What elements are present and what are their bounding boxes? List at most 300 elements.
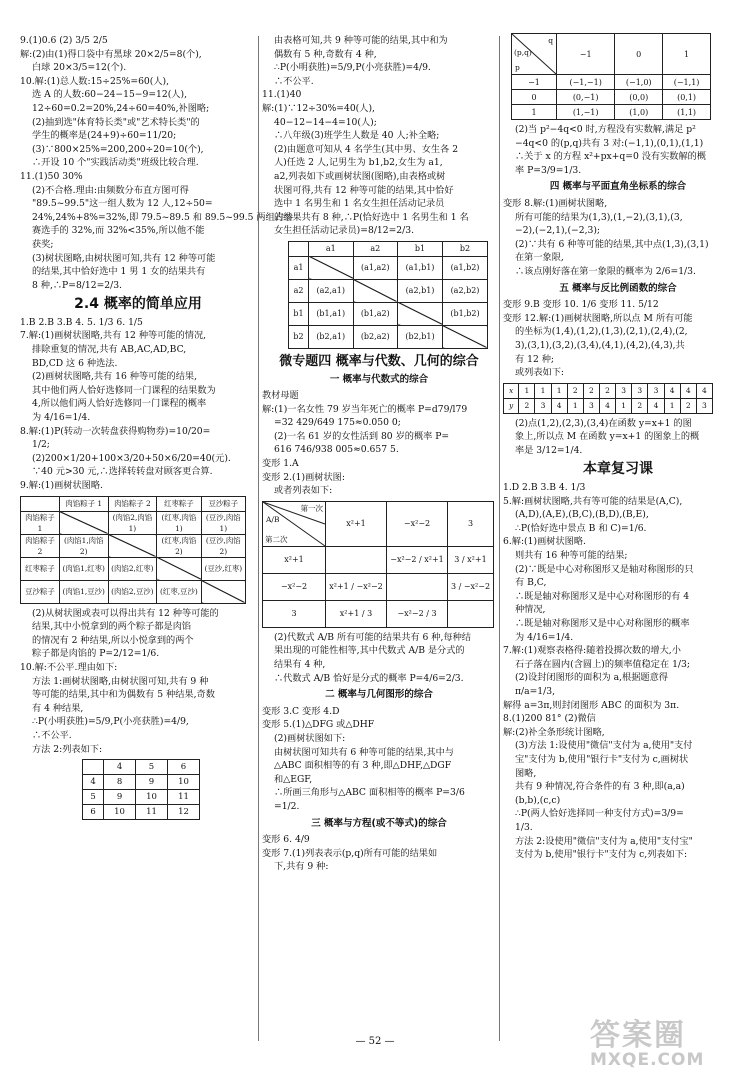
text-line: 10.解:不公平.理由如下: <box>20 661 118 673</box>
section-title-2-4: 2.4 概率的简单应用 <box>74 296 202 313</box>
pq-cell: (0,0) <box>615 90 663 105</box>
table-cell <box>309 256 354 279</box>
text-line: 方法 2:列表如下: <box>32 743 103 755</box>
xy-cell: 4 <box>680 383 696 398</box>
text-line: BD,CD 这 6 种选法. <box>32 357 118 369</box>
pq-table-corner-label: (p,q) <box>514 48 532 57</box>
text-line: 或列表如下: <box>515 367 565 379</box>
pq-table-row <box>512 90 711 105</box>
subsection-2: 二 概率与几何图形的综合 <box>325 689 433 701</box>
text-line: 为 4/16=1/4. <box>515 631 574 643</box>
table-cell: (豆沙,红枣) <box>201 557 245 580</box>
watermark-url: MXQE.COM <box>590 1050 705 1070</box>
text-line: 女生担任活动记录员)=8/12=2/3. <box>274 225 415 237</box>
table-row-header: 豆沙粽子 <box>21 580 60 603</box>
text-line: 或者列表如下: <box>274 485 333 497</box>
col1-block-b <box>20 316 256 493</box>
section-title-micro-4: 微专题四 概率与代数、几何的综合 <box>279 353 479 369</box>
table-row-header: a2 <box>289 279 309 302</box>
xy-cell: 1 <box>664 398 680 413</box>
text-line: (2)当 p²−4q<0 时,方程没有实数解,满足 p² <box>515 124 696 135</box>
section-title-review: 本章复习课 <box>583 461 653 478</box>
fraction-table-cell: −x²−2 / x²+1 <box>387 546 448 573</box>
column-2 <box>262 34 496 874</box>
text-line: 的结果,其中恰好选中 1 男 1 女的结果共有 <box>32 266 206 278</box>
table-row-header: a1 <box>289 256 309 279</box>
text-line: 支付为 b,使用"银行卡"支付为 c,列表如下: <box>515 849 688 861</box>
text-line: 方法 1:画树状图略,由树状图可知,共有 9 种 <box>32 675 209 687</box>
table-cell: (b1,a2) <box>353 302 398 325</box>
col1-block-c <box>20 607 256 757</box>
pq-table-diagonal <box>512 34 557 75</box>
text-line: 变形 2.(1)画树状图: <box>262 471 345 483</box>
col2-block-d <box>262 705 496 814</box>
table-cell <box>108 534 157 557</box>
text-line: 人)任选 2 人,记男生为 b1,b2,女生为 a1, <box>274 157 443 169</box>
column-divider-right <box>499 36 500 1041</box>
table-cell: (肉馅2,红枣) <box>108 557 157 580</box>
text-line: 有 12 种; <box>515 353 555 365</box>
text-line: ∴既是轴对称图形又是中心对称图形的有 4 <box>515 590 690 602</box>
table-row <box>21 511 246 534</box>
text-line: 9.解:(1)画树状图略. <box>20 480 103 491</box>
text-line: (2)代数式 A/B 所有可能的结果共有 6 种,每种结 <box>274 631 471 643</box>
text-line: 偶数有 5 种,奇数有 4 种, <box>274 48 377 60</box>
text-line: 11.(1)40 <box>262 89 302 101</box>
text-line: ∴八年级(3)班学生人数是 40 人;补全略; <box>274 130 440 142</box>
xy-cell: 1 <box>616 398 632 413</box>
table-cell <box>353 279 398 302</box>
xy-cell: 3 <box>648 383 664 398</box>
text-line: 为 4/16=1/4. <box>32 412 91 424</box>
table-cell: 10 <box>167 775 199 790</box>
text-line: 变形 5.(1)△DFG 或△DHF <box>262 719 375 731</box>
table-cell: 4 <box>83 775 104 790</box>
text-line: ∴关于 x 的方程 x²+px+q=0 没有实数解的概 <box>515 151 707 163</box>
text-line: (2)点(1,2),(2,3),(3,4)在函数 y=x+1 的图 <box>515 417 692 429</box>
pq-table-p-label: p <box>515 63 520 72</box>
text-line: (2)不合格.理由:由频数分布直方图可得 <box>32 184 189 196</box>
table-cell <box>398 302 443 325</box>
xy-table <box>503 383 713 414</box>
fraction-table <box>262 501 494 628</box>
text-line: 石子落在圆内(含圆上)的频率值稳定在 1/3; <box>515 658 690 670</box>
text-line: 的结果共有 8 种,∴P(恰好选中 1 名男生和 1 名 <box>274 211 469 223</box>
text-line: (2)抽到选"体育特长类"或"艺术特长类"的 <box>32 116 200 128</box>
xy-cell: 3 <box>616 383 632 398</box>
table-cell: (b2,b1) <box>398 325 443 348</box>
table-header-cell: 肉馅粽子 2 <box>108 496 157 511</box>
table-header-cell <box>21 496 60 511</box>
text-line: 10.解:(1)总人数:15÷25%=60(人), <box>20 75 170 87</box>
table-cell: (b1,b2) <box>442 302 487 325</box>
col3-block-b <box>503 197 733 279</box>
text-line: 种情况, <box>515 604 546 616</box>
text-line: (2)∵共有 6 种等可能的结果,其中点(1,3),(3,1) <box>515 238 709 250</box>
pq-cell: (1,0) <box>615 105 663 120</box>
table-header-cell: a1 <box>309 241 354 256</box>
table-row <box>83 805 200 820</box>
table-row-header: b2 <box>289 325 309 348</box>
table-cell: 10 <box>104 805 136 820</box>
text-line: 变形 9.B 变形 10. 1/6 变形 11. 5/12 <box>503 299 659 311</box>
text-line: ∴P(恰好选中景点 B 和 C)=1/6. <box>515 522 647 534</box>
text-line: 在第一象限, <box>515 252 564 264</box>
text-line: 果出现的可能性相等,其中代数式 A/B 是分式的 <box>274 645 465 657</box>
text-line: 赛选手的 32%,而 32%<35%,所以他不能 <box>32 225 205 237</box>
text-line: ∴代数式 A/B 恰好是分式的概率 P=4/6=2/3. <box>274 672 464 684</box>
table-cell: (b2,a2) <box>353 325 398 348</box>
text-line: ∴P(两人恰好选择同一种支付方式)=3/9= <box>515 808 684 820</box>
table-row-header: 肉馅粽子 2 <box>21 534 60 557</box>
text-line: 宝"支付为 b,使用"银行卡"支付为 c,画树状 <box>515 753 689 765</box>
text-line: 变形 12.解:(1)画树状图略,所以点 M 所有可能 <box>503 312 693 324</box>
table-cell: 5 <box>136 760 168 775</box>
text-line: ∴该点刚好落在第一象限的概率为 2/6=1/3. <box>515 265 696 277</box>
table-row-header: b1 <box>289 302 309 325</box>
xy-cell: 1 <box>535 383 551 398</box>
table-cell <box>59 511 108 534</box>
col2-block-e <box>262 833 496 874</box>
table-cell <box>442 325 487 348</box>
text-line: 排除重复的情况,共有 AB,AC,AD,BC, <box>32 344 187 356</box>
text-line: 变形 1.A <box>262 458 299 470</box>
text-line: (2)200×1/20+100×3/20+50×6/20=40(元). <box>32 452 231 464</box>
table-cell: (a1,b1) <box>398 256 443 279</box>
pq-table-head: −1 <box>557 34 615 75</box>
table-cell: (肉馅1,肉馅2) <box>59 534 108 557</box>
text-line: 选中 1 名男生和 1 名女生担任活动记录员 <box>274 198 445 210</box>
text-line: 616 746/938 005≈0.657 5. <box>274 444 399 456</box>
text-line: (A,D),(A,E),(B,C),(B,D),(B,E), <box>515 509 649 521</box>
text-line: 1/3. <box>515 821 533 833</box>
text-line: 3),(3,1),(3,2),(3,4),(4,1),(4,2),(4,3),共 <box>515 339 685 351</box>
pq-table-head: 0 <box>615 34 663 75</box>
fraction-table-cell <box>448 600 494 627</box>
table-cell: 10 <box>136 790 168 805</box>
table-cell: (b2,a1) <box>309 325 354 348</box>
text-line: −4q<0 的(p,q)共有 3 对:(−1,1),(0,1),(1,1) <box>515 137 704 149</box>
fraction-table-top-label: 第一次 <box>300 503 323 513</box>
text-line: 结果,其中小悦拿到的两个粽子都是肉馅 <box>32 621 192 633</box>
table-row <box>83 790 200 805</box>
text-line: 由树状图可知共有 6 种等可能的结果,其中与 <box>274 746 454 758</box>
xy-cell: 3 <box>583 398 599 413</box>
fraction-table-head: −x²−2 <box>387 501 448 546</box>
subsection-4: 四 概率与平面直角坐标系的综合 <box>549 181 687 193</box>
text-line: ∴所画三角形与△ABC 面积相等的概率 P=3/6 <box>274 787 465 799</box>
xy-cell: 3 <box>696 398 712 413</box>
text-line: ∴不公平. <box>274 75 314 87</box>
text-line: 有 4 种结果, <box>32 702 84 714</box>
table-row <box>83 775 200 790</box>
text-line: (2)从树状图或表可以得出共有 12 种等可能的 <box>32 607 219 619</box>
xy-row-label: y <box>504 398 519 413</box>
pq-cell: (−1,1) <box>663 75 711 90</box>
text-line: 的情况有 2 种结果,所以小悦拿到的两个 <box>32 634 194 646</box>
pq-cell: −1 <box>512 75 557 90</box>
text-line: 状图可得,共有 12 种等可能的结果,其中恰好 <box>274 184 454 196</box>
col2-block-a <box>262 34 496 238</box>
table-row <box>289 279 488 302</box>
text-line: (3)树状图略,由树状图可知,共有 12 种等可能 <box>32 252 216 264</box>
watermark <box>590 1010 704 1070</box>
text-line: 所有可能的结果为(1,3),(1,−2),(3,1),(3, <box>515 211 683 223</box>
table-cell: (肉馅1,豆沙) <box>59 580 108 603</box>
text-line: =32 429/649 175≈0.050 0; <box>274 417 401 429</box>
text-line: 变形 6. 4/9 <box>262 834 310 846</box>
fraction-table-cell: x²+1 / 3 <box>326 600 387 627</box>
table-header-cell: b1 <box>398 241 443 256</box>
table-cell: 9 <box>136 775 168 790</box>
text-line: 图略, <box>515 767 537 779</box>
text-line: ∴P(小明获胜)=5/9,P(小亮获胜)=4/9. <box>274 62 431 74</box>
text-line: π/a=1/3, <box>515 685 556 697</box>
column-3 <box>503 30 733 862</box>
text-line: "89.5~99.5"这一组人数为 12 人,12÷50= <box>32 198 213 210</box>
text-line: 变形 7.(1)列表表示(p,q)所有可能的结果如 <box>262 847 438 859</box>
table-cell: (豆沙,肉馅2) <box>201 534 245 557</box>
table-row <box>21 557 246 580</box>
fraction-table-head: 3 <box>448 501 494 546</box>
table-cell: (a2,a1) <box>309 279 354 302</box>
table-cell: 9 <box>104 790 136 805</box>
xy-row-y <box>504 398 713 413</box>
table-cell: (红枣,豆沙) <box>157 580 201 603</box>
xy-cell: 2 <box>680 398 696 413</box>
table-cell: (a1,b2) <box>442 256 487 279</box>
pq-cell: (0,1) <box>663 90 711 105</box>
text-line: 粽子都是肉馅的 P=2/12=1/6. <box>32 648 160 660</box>
col3-block-c <box>503 298 733 380</box>
table-header-cell: 红枣粽子 <box>157 496 201 511</box>
pq-table-q-label: q <box>548 36 553 45</box>
xy-cell: 2 <box>632 398 648 413</box>
column-divider-left <box>258 36 259 1041</box>
text-line: △ABC 面积相等的有 3 种,即△DHF,△DGF <box>274 760 452 772</box>
table-cell: (豆沙,肉馅1) <box>201 511 245 534</box>
text-line: 其中他们两人恰好选修同一门课程的结果数为 <box>32 384 216 396</box>
fraction-table-row-head: −x²−2 <box>263 573 326 600</box>
text-line: 7.解:(1)画树状图略,共有 12 种等可能的情况, <box>20 330 207 342</box>
table-cell: 8 <box>104 775 136 790</box>
text-line: 学生的概率是(24+9)÷60=11/20; <box>32 130 177 142</box>
text-line: 1/2; <box>32 439 50 451</box>
table-cell: 5 <box>83 790 104 805</box>
pq-cell: 1 <box>512 105 557 120</box>
fraction-table-cell: 3 / x²+1 <box>448 546 494 573</box>
xy-cell: 4 <box>551 398 567 413</box>
text-line: 7.解:(1)观察表格得:随着投掷次数的增大,小 <box>503 645 681 657</box>
pq-cell: (−1,0) <box>615 75 663 90</box>
pq-cell: (0,−1) <box>557 90 615 105</box>
table-header-cell <box>289 241 309 256</box>
text-line: ∵40 元>30 元,∴选择转转盘对顾客更合算. <box>32 466 213 478</box>
pq-cell: (1,−1) <box>557 105 615 120</box>
text-line: 1.B 2.B 3.B 4. 5. 1/3 6. 1/5 <box>20 316 143 328</box>
student-table <box>288 241 488 349</box>
fraction-table-corner-label: A/B <box>266 514 280 524</box>
xy-row-x <box>504 383 713 398</box>
xy-cell: 1 <box>567 398 583 413</box>
text-line: a2,列表如下或画树状图(图略),由表格或树 <box>274 170 446 182</box>
pq-table-head: 1 <box>663 34 711 75</box>
fraction-table-head: x²+1 <box>326 501 387 546</box>
table-row-header: 红枣粽子 <box>21 557 60 580</box>
text-line: (b,b),(c,c) <box>515 794 561 806</box>
xy-cell: 1 <box>551 383 567 398</box>
fraction-table-diagonal <box>263 501 326 546</box>
text-line: (2)画树状图略,共有 16 种等可能的结果, <box>32 371 198 383</box>
xy-cell: 2 <box>567 383 583 398</box>
text-line: 的坐标为(1,4),(1,2),(1,3),(2,1),(2,4),(2, <box>515 326 688 338</box>
text-line: 象上,所以点 M 在函数 y=x+1 的图象上的概 <box>515 431 700 443</box>
text-line: (2)∵既是中心对称图形又是轴对称图形的只 <box>515 563 694 575</box>
zongzi-table <box>20 496 246 604</box>
table-row <box>289 325 488 348</box>
text-line: 率是 3/12=1/4. <box>515 444 583 456</box>
text-line: 8.解:(1)P(转动一次转盘获得购物券)=10/20= <box>20 425 211 437</box>
table-row <box>83 760 200 775</box>
fraction-table-cell <box>326 546 387 573</box>
text-line: 率 P=3/9=1/3. <box>515 164 582 176</box>
xy-cell: 4 <box>599 398 615 413</box>
page-number: — 52 — <box>355 1036 395 1047</box>
pq-table-row <box>512 105 711 120</box>
text-line: =1/2. <box>274 800 300 812</box>
fraction-table-cell: −x²−2 / 3 <box>387 600 448 627</box>
text-line: (3)∵800×25%=200,200÷20=10(个), <box>32 143 204 155</box>
table-cell: (b1,a1) <box>309 302 354 325</box>
col3-block-e <box>503 481 733 862</box>
xy-row-label: x <box>504 383 519 398</box>
text-line: 5.解:画树状图略,共有等可能的结果是(A,C), <box>503 495 683 507</box>
subsection-3: 三 概率与方程(或不等式)的综合 <box>311 817 447 829</box>
text-line: 24%,24%+8%=32%,即 79.5~89.5 和 89.5~99.5 两组占参 <box>32 211 294 223</box>
fraction-table-left-label: 第二次 <box>265 534 288 544</box>
table-row <box>289 256 488 279</box>
text-line: ∴既是轴对称图形又是中心对称图形的概率 <box>515 618 690 629</box>
text-line: 8 种,∴P=8/12=2/3. <box>32 279 122 291</box>
table-cell <box>83 760 104 775</box>
table-cell <box>157 557 201 580</box>
table-row <box>21 580 246 603</box>
text-line: 获奖; <box>32 238 54 250</box>
table-cell: (红枣,肉馅1) <box>157 511 201 534</box>
table-cell: 11 <box>136 805 168 820</box>
sum-table <box>82 759 200 820</box>
table-cell <box>201 580 245 603</box>
text-line: 解:(2)补全条形统计图略, <box>503 726 605 738</box>
xy-cell: 4 <box>664 383 680 398</box>
fraction-table-cell: x²+1 / −x²−2 <box>326 573 387 600</box>
fraction-table-cell <box>387 573 448 600</box>
pq-cell: (−1,−1) <box>557 75 615 90</box>
pq-cell: (1,1) <box>663 105 711 120</box>
xy-cell: 2 <box>599 383 615 398</box>
text-line: (2)由题意可知从 4 名学生(其中男、女生各 2 <box>274 143 459 155</box>
fraction-table-row-head: 3 <box>263 600 326 627</box>
xy-cell: 4 <box>648 398 664 413</box>
subsection-1: 一 概率与代数式的综合 <box>329 373 429 385</box>
text-line: (3)方法 1:设使用"微信"支付为 a,使用"支付 <box>515 740 693 752</box>
xy-cell: 1 <box>519 383 535 398</box>
col2-block-b <box>262 389 496 498</box>
text-line: 则共有 16 种等可能的结果; <box>515 550 628 562</box>
table-header-cell: a2 <box>353 241 398 256</box>
text-line: 由表格可知,共 9 种等可能的结果,其中和为 <box>274 35 448 46</box>
text-line: 教材母题 <box>262 390 299 402</box>
text-line: 9.(1)0.6 (2) 3/5 2/5 <box>20 35 108 46</box>
fraction-table-row-head: x²+1 <box>263 546 326 573</box>
text-line: 解:(2)由(1)得口袋中有黑球 20×2/5=8(个), <box>20 48 202 60</box>
xy-cell: 3 <box>535 398 551 413</box>
table-cell: (肉馅2,肉馅1) <box>108 511 157 534</box>
table-cell: (a2,b2) <box>442 279 487 302</box>
table-cell: (a1,a2) <box>353 256 398 279</box>
text-line: 解:(1)∵12÷30%=40(人), <box>262 102 375 114</box>
text-line: 12÷60=0.2=20%,24÷60=40%,补图略; <box>32 102 210 114</box>
col2-block-c <box>262 631 496 685</box>
text-line: 6.解:(1)画树状图略. <box>503 536 586 548</box>
table-header-cell: b2 <box>442 241 487 256</box>
table-cell: 4 <box>104 760 136 775</box>
text-line: 等可能的结果,其中和为偶数有 5 种结果,奇数 <box>32 689 215 701</box>
text-line: 结果有 4 种, <box>274 659 326 671</box>
text-line: 8.(1)200 81° (2)微信 <box>503 713 596 725</box>
pq-table-row <box>512 75 711 90</box>
table-header-cell: 豆沙粽子 <box>201 496 245 511</box>
watermark-logo-text: 答案圈 <box>590 1018 686 1053</box>
pq-cell: 0 <box>512 90 557 105</box>
text-line: 选 A 的人数:60−24−15−9=12(人), <box>32 89 187 101</box>
col3-block-a <box>503 123 733 177</box>
pq-table <box>511 33 711 120</box>
text-line: 解得 a=3π,则封闭图形 ABC 的面积为 3π. <box>503 699 680 711</box>
table-cell: (a2,b1) <box>398 279 443 302</box>
table-cell: (肉馅2,豆沙) <box>108 580 157 603</box>
table-cell: 11 <box>167 790 199 805</box>
table-row <box>21 534 246 557</box>
text-line: 方法 2:设使用"微信"支付为 a,使用"支付宝" <box>515 835 693 847</box>
xy-cell: 4 <box>696 383 712 398</box>
table-cell: (肉馅1,红枣) <box>59 557 108 580</box>
text-line: −2),(−2,1),(−2,3); <box>515 225 601 237</box>
table-cell: 12 <box>167 805 199 820</box>
text-line: 和△EGF, <box>274 773 313 785</box>
text-line: ∴不公平. <box>32 729 72 741</box>
xy-cell: 3 <box>632 383 648 398</box>
table-row-header: 肉馅粽子 1 <box>21 511 60 534</box>
text-line: 解:(1)一名女性 79 岁当年死亡的概率 P=d79/l79 <box>262 403 468 415</box>
text-line: (2)设封闭图形的面积为 a,根据题意得 <box>515 672 668 684</box>
text-line: ∴开设 10 个"实践活动类"班级比较合理. <box>32 157 199 169</box>
table-cell: 6 <box>83 805 104 820</box>
subsection-5: 五 概率与反比例函数的综合 <box>559 282 677 294</box>
text-line: 11.(1)50 30% <box>20 170 83 182</box>
table-cell: 6 <box>167 760 199 775</box>
text-line: 4,所以他们两人恰好选修同一门课程的概率 <box>32 398 207 410</box>
text-line: 40−12−14−4=10(人); <box>274 116 377 128</box>
text-line: 白球 20×3/5=12(个). <box>32 62 127 74</box>
table-row <box>289 302 488 325</box>
xy-cell: 2 <box>583 383 599 398</box>
table-header-cell: 肉馅粽子 1 <box>59 496 108 511</box>
text-line: ∴P(小明获胜)=5/9,P(小亮获胜)=4/9, <box>32 716 189 728</box>
fraction-table-cell: 3 / −x²−2 <box>448 573 494 600</box>
table-cell: (红枣,肉馅2) <box>157 534 201 557</box>
text-line: 下,共有 9 种: <box>274 861 329 873</box>
